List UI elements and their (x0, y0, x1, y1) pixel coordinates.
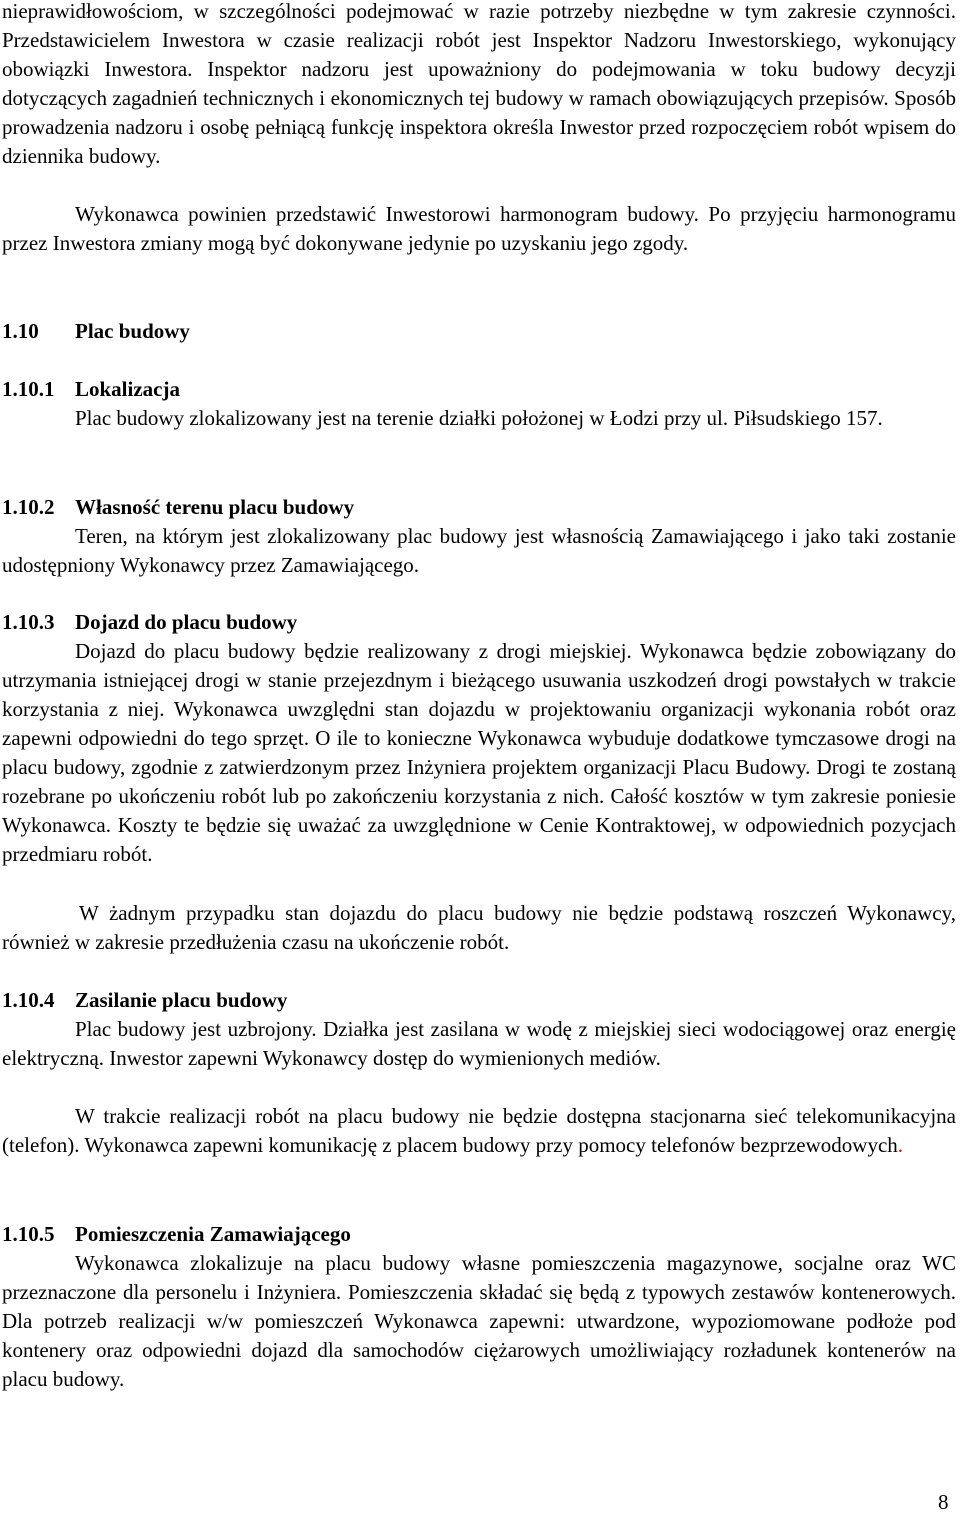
subsection-number: 1.10.1 (2, 377, 55, 401)
subsection-heading-1-10-2 (2, 493, 354, 522)
subsection-number: 1.10.4 (2, 988, 55, 1012)
subsection-number: 1.10.2 (2, 495, 55, 519)
subsection-title: Dojazd do placu budowy (75, 610, 298, 634)
power-paragraph-1: Plac budowy jest uzbrojony. Działka jest zasilana w wodę z miejskiej sieci wodociągowej oraz energię elektryczną. Inwestor zapewni Wykonawcy dostęp do wymienionych mediów. (2, 1017, 956, 1070)
subsection-title: Pomieszczenia Zamawiającego (75, 1222, 351, 1246)
subsection-number: 1.10.5 (2, 1222, 55, 1246)
subsection-title: Zasilanie placu budowy (75, 988, 288, 1012)
access-paragraph-1: Dojazd do placu budowy będzie realizowany z drogi miejskiej. Wykonawca będzie zobowiązany do utrzymania istniejącej drogi w stanie przejezdnym i bieżącego usuwania uszkodzeń drogi powstałych w trakcie korzystania z niej. Wykonawca uwzględni stan dojazdu w projektowaniu organizacji wykonania robót oraz zapewni odpowiedni do tego sprzęt. O ile to konieczne Wykonawca wybuduje dodatkowe tymczasowe drogi na placu budowy, zgodnie z zatwierdzonym przez Inżyniera projektem organizacji Placu Budowy. Drogi te zostaną rozebrane po ukończeniu robót lub po zakończeniu korzystania z nich. Całość kosztów w tym zakresie poniesie Wykonawca. Koszty te będzie się uważać za uwzględnione w Cenie Kontraktowej, w odpowiednich pozycjach przedmiaru robót. (2, 639, 956, 866)
facilities-paragraph: Wykonawca zlokalizuje na placu budowy własne pomieszczenia magazynowe, socjalne oraz WC przeznaczone dla personelu i Inżyniera. Pomieszczenia składać się będą z typowych zestawów kontenerowych. Dla potrzeb realizacji w/w pomieszczeń Wykonawca zapewni: utwardzone, wypoziomowane podłoże pod kontenery oraz odpowiedni dojazd dla samochodów ciężarowych umożliwiający rozładunek kontenerów na placu budowy. (2, 1251, 956, 1391)
page-number: 8 (938, 1490, 949, 1514)
location-paragraph: Plac budowy zlokalizowany jest na terenie działki położonej w Łodzi przy ul. Piłsudskiego 157. (75, 406, 883, 430)
section-title: Plac budowy (75, 319, 190, 343)
subsection-heading-1-10-5 (2, 1220, 351, 1249)
access-paragraph-2: W żadnym przypadku stan dojazdu do placu budowy nie będzie podstawą roszczeń Wykonawcy, również w zakresie przedłużenia czasu na ukończenie robót. (2, 901, 956, 954)
power-paragraph-2 (2, 1102, 956, 1160)
intro-paragraph-1: nieprawidłowościom, w szczególności podejmować w razie potrzeby niezbędne w tym zakresie czynności. Przedstawicielem Inwestora w czasie realizacji robót jest Inspektor Nadzoru Inwestorskiego, wykonujący obowiązki Inwestora. Inspektor nadzoru jest upoważniony do podejmowania w toku budowy decyzji dotyczących zagadnień technicznych i ekonomicznych tej budowy w ramach obowiązujących przepisów. Sposób prowadzenia nadzoru i osobę pełniącą funkcję inspektora określa Inwestor przed rozpoczęciem robót wpisem do dziennika budowy. (2, 0, 956, 168)
intro-paragraph-2: Wykonawca powinien przedstawić Inwestorowi harmonogram budowy. Po przyjęciu harmonogramu przez Inwestora zmiany mogą być dokonywane jedynie po uzyskaniu jego zgody. (2, 202, 956, 255)
ownership-paragraph: Teren, na którym jest zlokalizowany plac budowy jest własnością Zamawiającego i jako taki zostanie udostępniony Wykonawcy przez Zamawiającego. (2, 524, 956, 577)
subsection-number: 1.10.3 (2, 610, 55, 634)
subsection-heading-1-10-4 (2, 986, 287, 1015)
red-period: . (897, 1133, 904, 1157)
subsection-heading-1-10-1 (2, 375, 180, 404)
section-number: 1.10 (2, 319, 39, 343)
subsection-heading-1-10-3 (2, 608, 297, 637)
subsection-title: Własność terenu placu budowy (75, 495, 355, 519)
subsection-title: Lokalizacja (75, 377, 180, 401)
section-heading (2, 317, 190, 346)
power-paragraph-2-text: W trakcie realizacji robót na placu budowy nie będzie dostępna stacjonarna sieć telekomunikacyjna (telefon). Wykonawca zapewni komunikację z placem budowy przy pomocy telefonów bezprzewodowych (2, 1104, 956, 1157)
